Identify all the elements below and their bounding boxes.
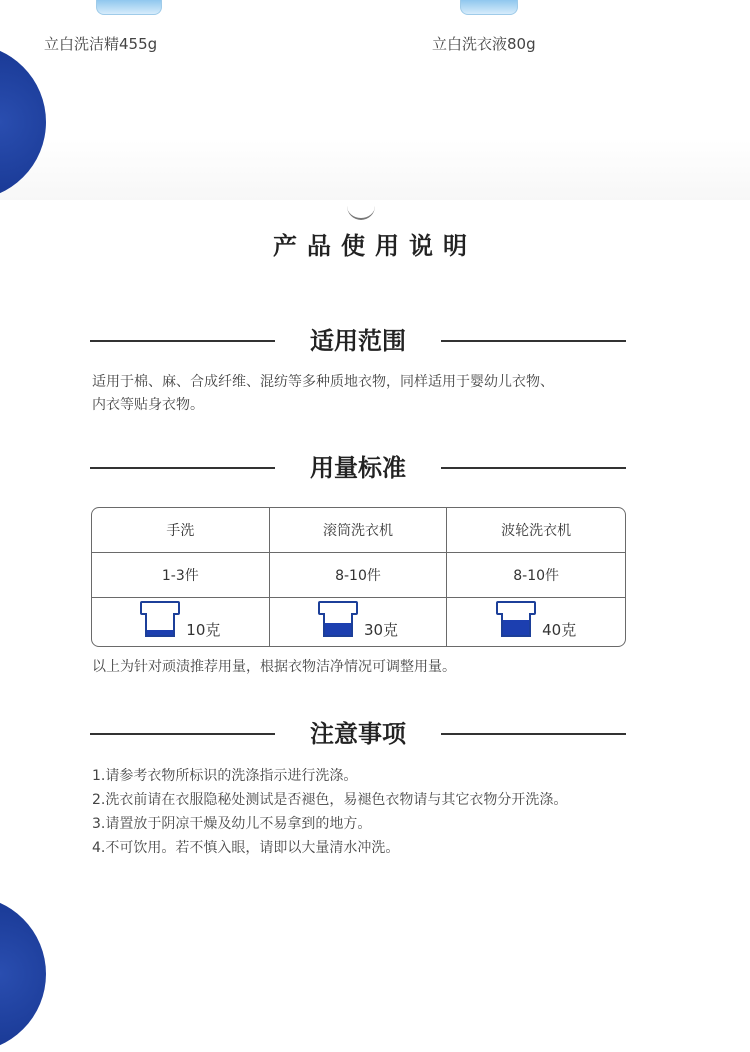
table-row	[92, 508, 625, 553]
divider-line	[441, 733, 626, 735]
section-title: 适用范围	[310, 327, 406, 355]
table-row	[92, 598, 625, 646]
measuring-cup-icon	[140, 601, 180, 639]
amount-label: 30克	[363, 621, 399, 639]
amount-cell	[270, 598, 448, 646]
page-title: 产品使用说明	[273, 232, 477, 260]
amount-cell	[447, 598, 625, 646]
section-scope-header	[90, 323, 626, 359]
list-item: 2.洗衣前请在衣服隐秘处测试是否褪色，易褪色衣物请与其它衣物分开洗涤。	[92, 792, 568, 808]
dosage-note: 以上为针对顽渍推荐用量，根据衣物洁净情况可调整用量。	[92, 659, 456, 675]
load-cell: 8-10件	[270, 553, 448, 598]
product-strip	[0, 0, 750, 200]
product-caption-1: 立白洗洁精455g	[44, 35, 158, 53]
section-cautions-header	[90, 716, 626, 752]
section-title: 注意事项	[310, 720, 406, 748]
section-title: 用量标准	[310, 454, 406, 482]
measuring-cup-icon	[318, 601, 358, 639]
scope-text	[92, 371, 652, 417]
measuring-cup-icon	[496, 601, 536, 639]
divider-line	[441, 467, 626, 469]
dosage-table	[91, 507, 626, 647]
table-row	[92, 553, 625, 598]
amount-label: 40克	[542, 621, 577, 639]
amount-label: 10克	[186, 621, 221, 639]
load-cell: 1-3件	[92, 553, 270, 598]
decorative-blue-circle-bottom	[0, 896, 46, 1052]
scope-text-line: 适用于棉、麻、合成纤维、混纺等多种质地衣物，同样适用于婴幼儿衣物、	[92, 374, 554, 390]
detergent-bottle-image	[96, 0, 162, 15]
divider-line	[441, 340, 626, 342]
laundry-liquid-image	[460, 0, 518, 15]
list-item: 3.请置放于阴凉干燥及幼儿不易拿到的地方。	[92, 816, 372, 832]
list-item: 4.不可饮用。若不慎入眼，请即以大量清水冲洗。	[92, 840, 400, 856]
divider-notch	[347, 200, 375, 220]
product-caption-2: 立白洗衣液80g	[432, 35, 536, 53]
load-cell: 8-10件	[447, 553, 625, 598]
amount-cell	[92, 598, 270, 646]
column-header: 滚筒洗衣机	[270, 508, 448, 553]
column-header: 手洗	[92, 508, 270, 553]
scope-text-line: 内衣等贴身衣物。	[92, 397, 204, 413]
column-header: 波轮洗衣机	[447, 508, 625, 553]
section-dosage-header	[90, 450, 626, 486]
list-item: 1.请参考衣物所标识的洗涤指示进行洗涤。	[92, 768, 358, 784]
cautions-list	[92, 764, 567, 860]
